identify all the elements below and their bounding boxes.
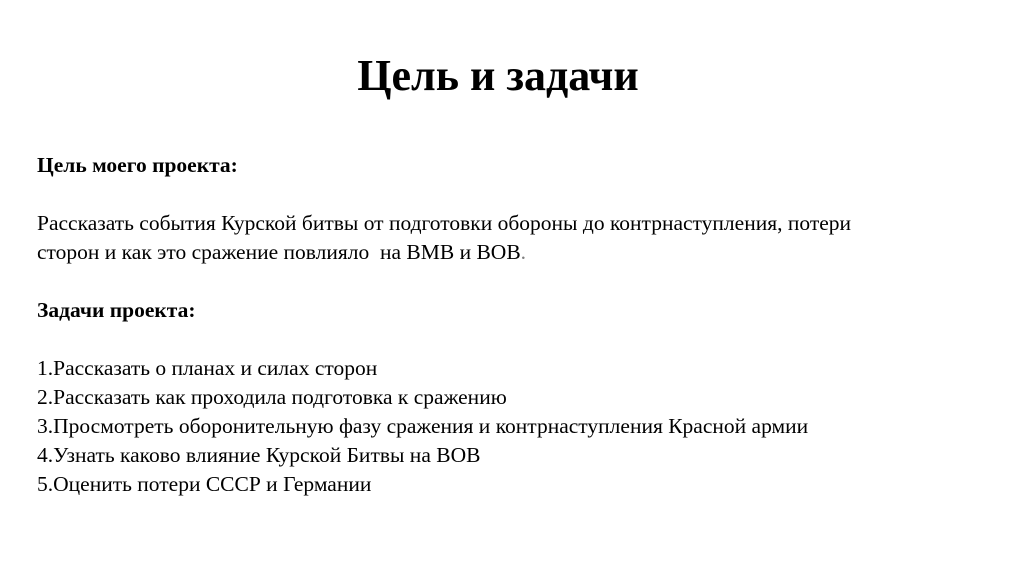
spacer [37,267,977,296]
task-item [37,412,977,441]
task-text: Рассказать о планах и силах сторон [53,356,378,380]
slide-body [37,151,977,499]
goal-text-line-2-main: сторон и как это сражение повлияло на ВМВ и ВОВ [37,240,521,264]
goal-text-line-2 [37,238,977,267]
slide-title: Цель и задачи [357,51,639,100]
goal-text-period: . [520,240,527,264]
task-item [37,441,977,470]
task-item [37,470,977,499]
goal-heading: Цель моего проекта: [37,153,238,177]
task-item [37,354,977,383]
task-text: Оценить потери СССР и Германии [53,472,372,496]
task-text: Узнать каково влияние Курской Битвы на ВОВ [53,443,481,467]
task-text: Рассказать как проходила подготовка к сражению [53,385,507,409]
task-number: 2. [37,385,54,409]
task-number: 5. [37,472,54,496]
task-number: 1. [37,356,54,380]
tasks-list [37,354,977,499]
spacer [37,325,977,354]
task-text: Просмотреть оборонительную фазу сражения и контрнаступления Красной армии [53,414,809,438]
task-number: 4. [37,443,54,467]
tasks-heading: Задачи проекта: [37,298,196,322]
task-number: 3. [37,414,54,438]
task-item [37,383,977,412]
spacer [37,180,977,209]
goal-text-line-1: Рассказать события Курской битвы от подготовки обороны до контрнаступления, потери [37,211,852,235]
